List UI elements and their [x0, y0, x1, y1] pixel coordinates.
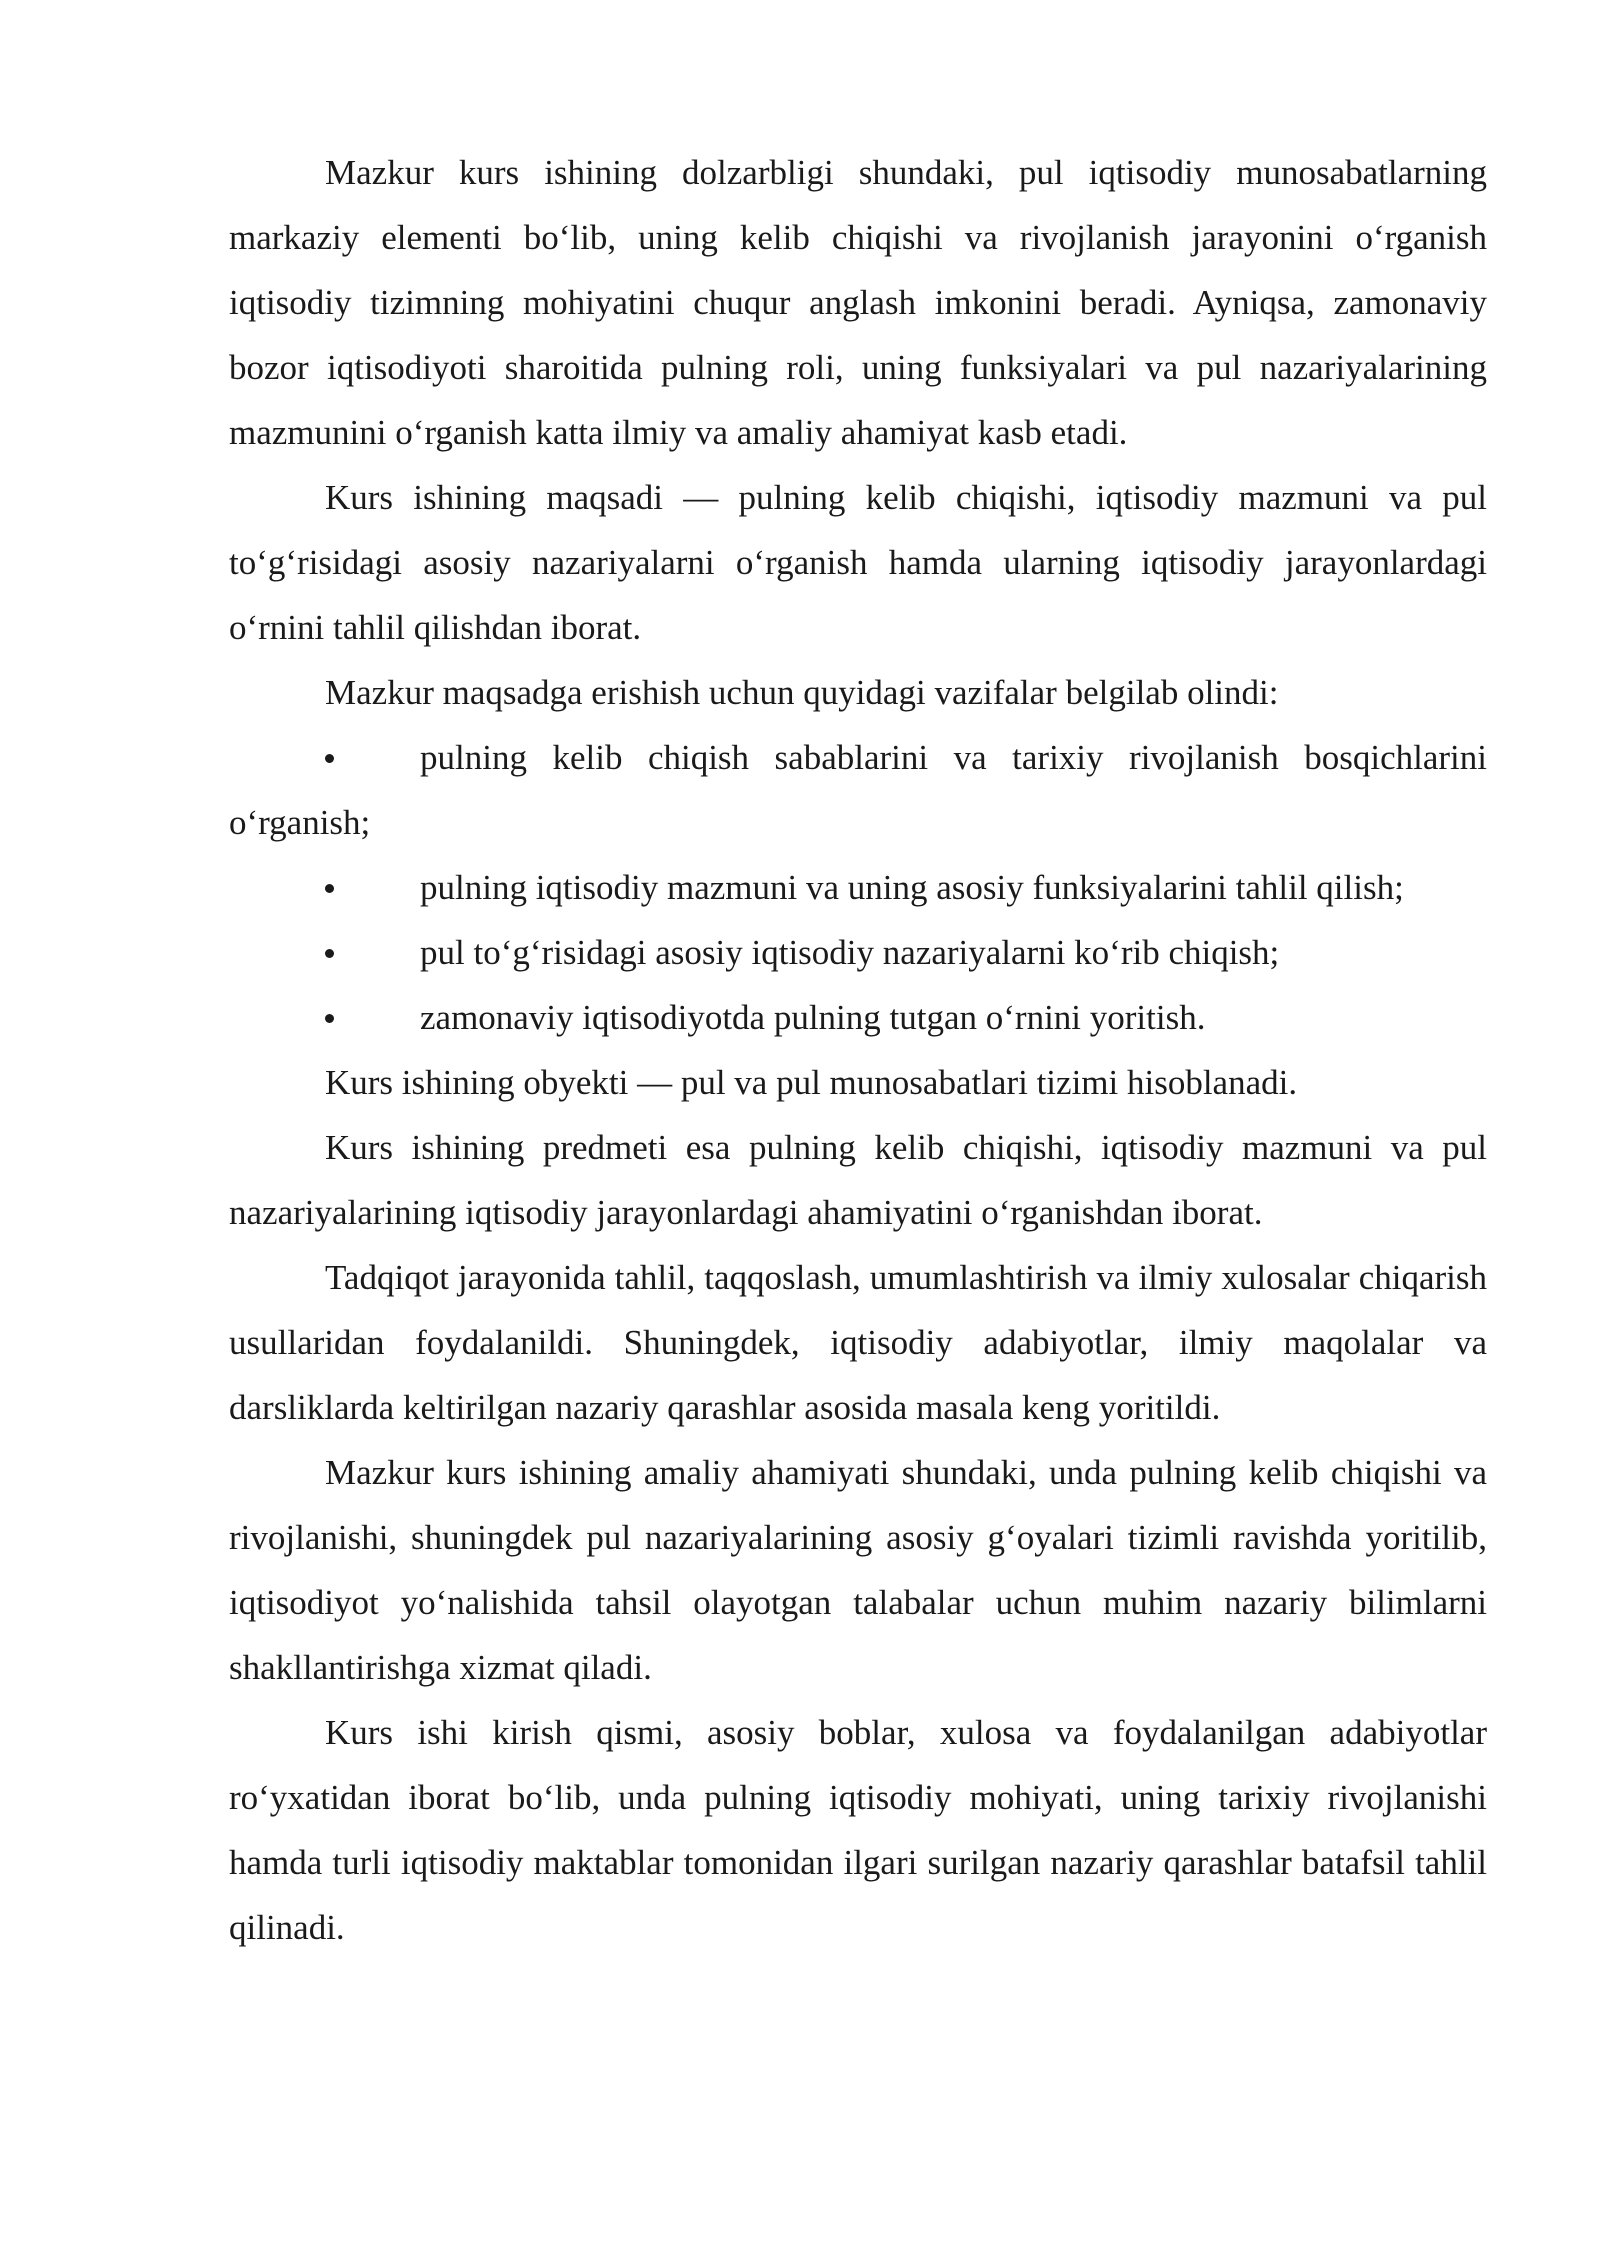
paragraph-object: Kurs ishining obyekti — pul va pul munosabatlari tizimi hisoblanadi. — [325, 1063, 1298, 1102]
tasks-list — [229, 725, 1487, 1050]
list-item-text: pulning kelib chiqish sabablarini va tarixiy rivojlanish bosqichlarini o‘rganish; — [229, 738, 1487, 842]
paragraph-structure: Kurs ishi kirish qismi, asosiy boblar, xulosa va foydalanilgan adabiyotlar ro‘yxatidan iborat bo‘lib, unda pulning iqtisodiy mohiyati, uning tarixiy rivojlanishi hamda turli iqtisodiy maktablar tomonidan ilgari surilgan nazariy qarashlar batafsil tahlil qilinadi. — [229, 1713, 1487, 1947]
paragraph-subject: Kurs ishining predmeti esa pulning kelib chiqishi, iqtisodiy mazmuni va pul nazariyalarining iqtisodiy jarayonlardagi ahamiyatini o‘rganishdan iborat. — [229, 1128, 1487, 1232]
document-page — [229, 140, 1487, 1960]
paragraph-practical-value: Mazkur kurs ishining amaliy ahamiyati shundaki, unda pulning kelib chiqishi va rivojlanishi, shuningdek pul nazariyalarining asosiy g‘oyalari tizimli ravishda yoritilib, iqtisodiyot yo‘nalishida tahsil olayotgan talabalar uchun muhim nazariy bilimlarni shakllantirishga xizmat qiladi. — [229, 1453, 1487, 1687]
paragraph-goal: Kurs ishining maqsadi — pulning kelib chiqishi, iqtisodiy mazmuni va pul to‘g‘risidagi asosiy nazariyalarni o‘rganish hamda ularning iqtisodiy jarayonlardagi o‘rnini tahlil qilishdan iborat. — [229, 478, 1487, 647]
paragraph-methods: Tadqiqot jarayonida tahlil, taqqoslash, umumlashtirish va ilmiy xulosalar chiqarish usullaridan foydalanildi. Shuningdek, iqtisodiy adabiyotlar, ilmiy maqolalar va darsliklarda keltirilgan nazariy qarashlar asosida masala keng yoritildi. — [229, 1258, 1487, 1427]
list-item-text: pulning iqtisodiy mazmuni va uning asosiy funksiyalarini tahlil qilish; — [420, 868, 1404, 907]
paragraph-relevance: Mazkur kurs ishining dolzarbligi shundaki, pul iqtisodiy munosabatlarning markaziy elementi bo‘lib, uning kelib chiqishi va rivojlanish jarayonini o‘rganish iqtisodiy tizimning mohiyatini chuqur anglash imkonini beradi. Ayniqsa, zamonaviy bozor iqtisodiyoti sharoitida pulning roli, uning funksiyalari va pul nazariyalarining mazmunini o‘rganish katta ilmiy va amaliy ahamiyat kasb etadi. — [229, 153, 1487, 452]
list-item — [229, 855, 1487, 920]
bullet-icon — [325, 920, 420, 985]
bullet-icon — [325, 855, 420, 920]
list-item — [229, 725, 1487, 855]
bullet-icon — [325, 985, 420, 1050]
paragraph-tasks-intro: Mazkur maqsadga erishish uchun quyidagi vazifalar belgilab olindi: — [325, 673, 1279, 712]
bullet-icon — [325, 725, 420, 790]
list-item-text: pul to‘g‘risidagi asosiy iqtisodiy nazariyalarni ko‘rib chiqish; — [420, 933, 1280, 972]
list-item — [229, 985, 1487, 1050]
list-item — [229, 920, 1487, 985]
list-item-text: zamonaviy iqtisodiyotda pulning tutgan o‘rnini yoritish. — [420, 998, 1206, 1037]
